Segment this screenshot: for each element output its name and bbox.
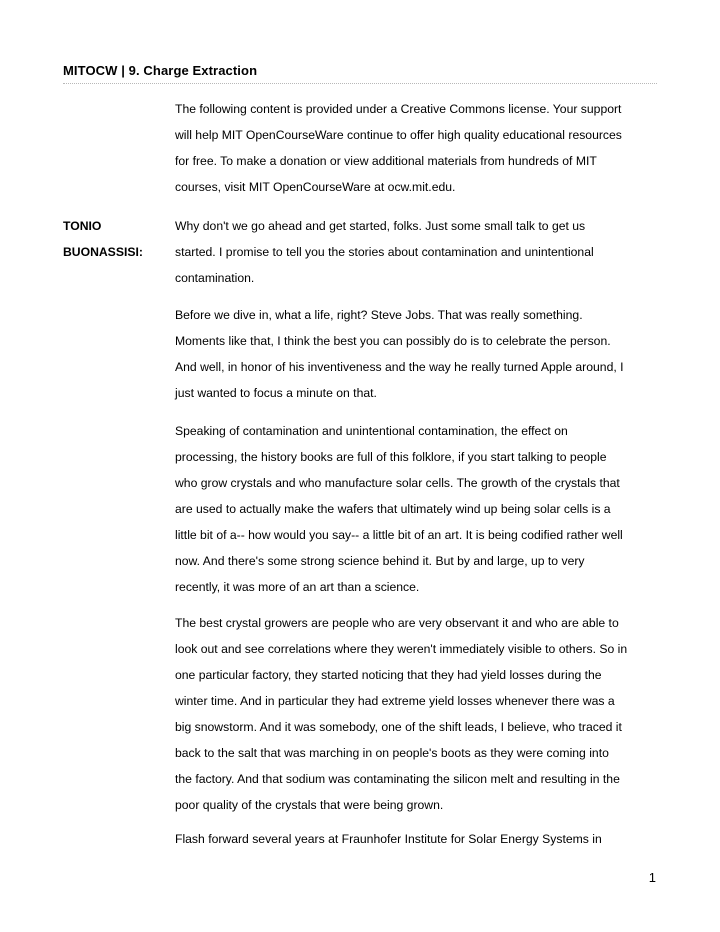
text-line: contamination. — [175, 271, 255, 285]
paragraph — [175, 610, 665, 818]
paragraph — [175, 418, 665, 600]
text-line: back to the salt that was marching in on people's boots as they were coming into — [175, 746, 609, 760]
paragraph — [175, 213, 665, 291]
speaker-last-name: BUONASSISI: — [63, 245, 143, 259]
text-line: one particular factory, they started noticing that they had yield losses during the — [175, 668, 602, 682]
page-title: MITOCW | 9. Charge Extraction — [63, 63, 258, 78]
text-line: look out and see correlations where they weren't immediately visible to others. So in — [175, 642, 628, 656]
text-line: just wanted to focus a minute on that. — [175, 386, 377, 400]
text-line: little bit of a-- how would you say-- a little bit of an art. It is being codified rather well — [175, 528, 623, 542]
text-line: Moments like that, I think the best you can possibly do is to celebrate the person. — [175, 334, 611, 348]
text-line: big snowstorm. And it was somebody, one of the shift leads, I believe, who traced it — [175, 720, 622, 734]
text-line: poor quality of the crystals that were being grown. — [175, 798, 444, 812]
text-line: the factory. And that sodium was contaminating the silicon melt and resulting in the — [175, 772, 620, 786]
text-line: winter time. And in particular they had extreme yield losses whenever there was a — [175, 694, 615, 708]
text-line: processing, the history books are full of this folklore, if you start talking to people — [175, 450, 607, 464]
text-line: will help MIT OpenCourseWare continue to offer high quality educational resources — [175, 128, 622, 142]
header-divider — [63, 83, 657, 84]
text-line: who grow crystals and who manufacture solar cells. The growth of the crystals that — [175, 476, 620, 490]
text-line: The following content is provided under a Creative Commons license. Your support — [175, 102, 622, 116]
text-line: The best crystal growers are people who are very observant it and who are able to — [175, 616, 619, 630]
text-line: Why don't we go ahead and get started, folks. Just some small talk to get us — [175, 219, 586, 233]
page-number: 1 — [648, 870, 656, 885]
text-line: for free. To make a donation or view additional materials from hundreds of MIT — [175, 154, 597, 168]
text-line: courses, visit MIT OpenCourseWare at ocw.mit.edu. — [175, 180, 456, 194]
text-line: Speaking of contamination and unintentional contamination, the effect on — [175, 424, 568, 438]
text-line: Flash forward several years at Fraunhofer Institute for Solar Energy Systems in — [175, 832, 602, 846]
paragraph — [175, 826, 665, 852]
text-line: now. And there's some strong science behind it. But by and large, up to very — [175, 554, 585, 568]
text-line: Before we dive in, what a life, right? Steve Jobs. That was really something. — [175, 308, 583, 322]
speaker-name — [63, 213, 173, 265]
text-line: are used to actually make the wafers that ultimately wind up being solar cells is a — [175, 502, 611, 516]
speaker-first-name: TONIO — [63, 219, 102, 233]
text-line: started. I promise to tell you the stories about contamination and unintentional — [175, 245, 594, 259]
text-line: recently, it was more of an art than a science. — [175, 580, 420, 594]
paragraph-intro — [175, 96, 665, 200]
text-line: And well, in honor of his inventiveness and the way he really turned Apple around, I — [175, 360, 624, 374]
paragraph — [175, 302, 665, 406]
